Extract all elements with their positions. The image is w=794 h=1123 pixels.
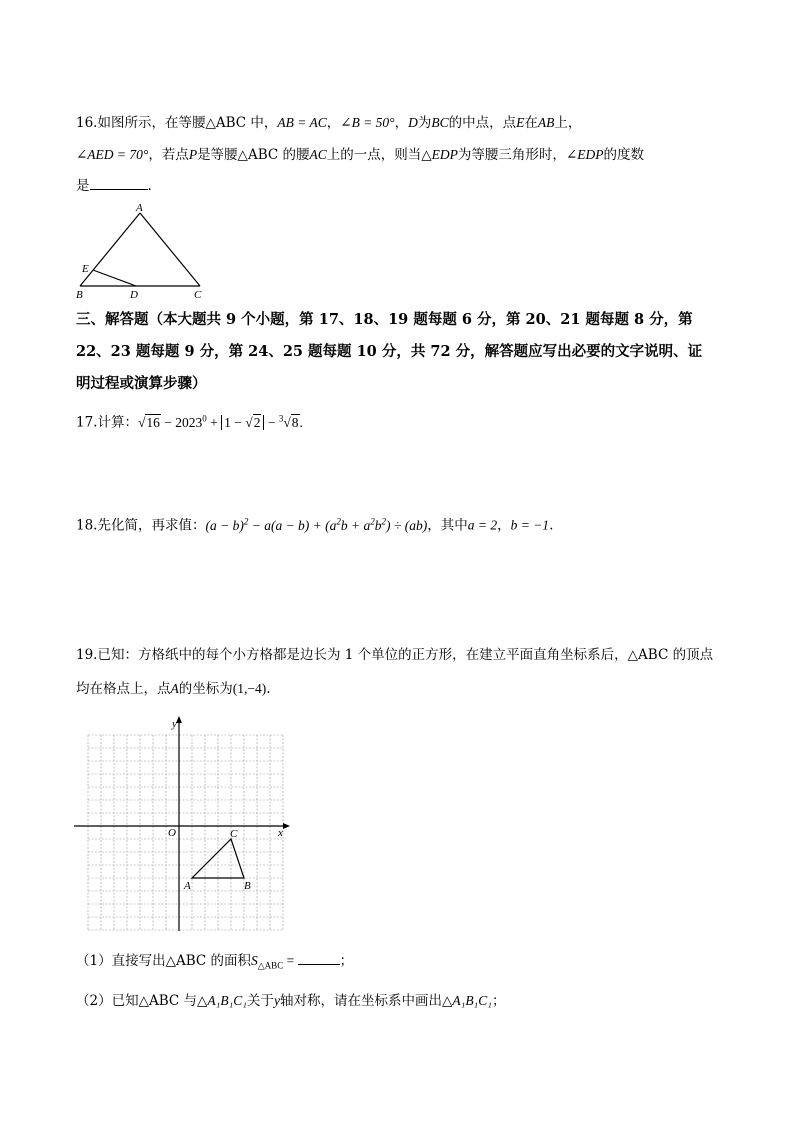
q16-answer-prefix: 是 bbox=[76, 178, 90, 194]
q16-line2-part-7: 为等腰三角形时， bbox=[457, 147, 566, 163]
q16-line1-part-10: 在 bbox=[524, 115, 538, 131]
q16-line2-part-6: EDP bbox=[431, 147, 458, 162]
q18-cond-a: a = 2 bbox=[467, 517, 498, 533]
label-c: C bbox=[194, 289, 202, 301]
side-ab bbox=[80, 213, 140, 286]
side-ac bbox=[140, 213, 200, 286]
q17-minus-year: − 2023 bbox=[160, 414, 203, 430]
q16-triangle-figure bbox=[70, 200, 210, 304]
q19-line2-prefix: 均在格点上，点 bbox=[76, 681, 171, 697]
q18-exp-d: 2 bbox=[381, 516, 387, 526]
q17-line bbox=[76, 408, 303, 433]
q19-sub1-prefix: （1）直接写出△ABC 的面积 bbox=[76, 953, 252, 969]
q17-sqrt16: 16 bbox=[146, 414, 160, 430]
q19-coord: (1,−4) bbox=[232, 681, 267, 696]
q17-zero-exp: 0 bbox=[202, 413, 207, 423]
q18-expression bbox=[205, 518, 427, 533]
segment-ed bbox=[93, 270, 136, 286]
q18-end: . bbox=[549, 517, 554, 534]
q18-cond-b: b = −1 bbox=[510, 517, 550, 533]
q16-line2-part-0: ∠AED = 70° bbox=[76, 147, 149, 162]
q16-line1-part-9: E bbox=[516, 115, 525, 130]
label-point-b: B bbox=[244, 880, 251, 892]
q18-expr3: b + a bbox=[340, 517, 371, 533]
q18-expr5: ) ÷ (ab) bbox=[386, 517, 428, 533]
q16-line1-part-4: ， bbox=[394, 115, 409, 131]
q16-answer-suffix: . bbox=[147, 178, 152, 194]
q16-line1-part-6: 为 bbox=[417, 115, 432, 131]
q16-line1-part-11: AB bbox=[537, 115, 555, 130]
q19-sub2 bbox=[76, 991, 505, 1011]
q19-sub1-answer-blank[interactable] bbox=[298, 964, 340, 965]
label-a: A bbox=[136, 202, 143, 214]
q16-line1-part-3: ∠B = 50° bbox=[340, 115, 395, 130]
q19-sub2-axis: y bbox=[273, 993, 280, 1008]
grid-lines bbox=[88, 735, 283, 930]
q16-line2-part-3: 是等腰△ABC 的腰 bbox=[197, 147, 310, 163]
q16-line2-part-9: 的度数 bbox=[603, 147, 644, 163]
q16-line1-part-1: AB = AC bbox=[277, 115, 327, 130]
q16-line1-part-7: BC bbox=[431, 115, 449, 130]
q19-sub2-end: ； bbox=[491, 993, 506, 1009]
q16-line1-part-2: ， bbox=[326, 115, 341, 131]
q17-cbrt-index: 3 bbox=[278, 413, 284, 423]
q16-line2-part-1: ，若点 bbox=[148, 147, 189, 163]
section3-line-2: 22、23 题每题 9 分，第 24、25 题每题 10 分，共 72 分，解答题应写出必要的文字说明、证 bbox=[76, 343, 703, 360]
q19-point-a: A bbox=[170, 681, 179, 696]
q19-sub2-mid: 关于 bbox=[246, 993, 274, 1009]
q18-expr2: − a(a − b) + (a bbox=[248, 517, 337, 533]
q17-sqrt2: 2 bbox=[253, 414, 261, 430]
q17-minus: − bbox=[264, 414, 279, 430]
q19-sub1-end: ； bbox=[339, 953, 354, 969]
q19-sub2-tri2: A₁B₁C₁ bbox=[452, 993, 492, 1008]
q18-sep: ， bbox=[497, 517, 511, 534]
q19-sub1-eq: = bbox=[283, 953, 298, 968]
q17-cbrt-arg: 8 bbox=[291, 414, 299, 430]
q16-line1-part-12: 上， bbox=[554, 115, 582, 131]
q16-line2-part-5: 上的一点，则当△ bbox=[326, 147, 432, 163]
q18-prefix: 18.先化简，再求值： bbox=[76, 517, 206, 534]
q16-answer-blank[interactable] bbox=[90, 189, 148, 190]
y-axis-arrow bbox=[176, 716, 182, 723]
q16-line2-part-4: AC bbox=[309, 147, 327, 162]
q19-sub2-mid2: 轴对称，请在坐标系中画出△ bbox=[279, 993, 453, 1009]
q19-sub1 bbox=[76, 951, 353, 976]
q16-line-1 bbox=[76, 113, 581, 133]
label-point-a: A bbox=[184, 880, 191, 892]
q16-line2-part-8: ∠EDP bbox=[565, 147, 604, 162]
q19-sub1-s: S bbox=[251, 953, 258, 968]
q18-line bbox=[76, 511, 553, 536]
q19-sub1-subscript: △ABC bbox=[257, 960, 284, 971]
q19-sub2-prefix: （2）已知△ABC 与△ bbox=[76, 993, 208, 1009]
q18-exp-a: 2 bbox=[243, 516, 249, 526]
q16-line-2 bbox=[76, 145, 644, 165]
q19-line2-end: . bbox=[266, 681, 271, 697]
q19-line-2 bbox=[76, 679, 271, 699]
q19-line-1: 19.已知：方格纸中的每个小方格都是边长为 1 个单位的正方形，在建立平面直角坐标系后，△ABC 的顶点 bbox=[76, 647, 714, 663]
q17-end: . bbox=[299, 414, 303, 430]
q18-mid: ，其中 bbox=[427, 517, 468, 534]
label-point-c: C bbox=[230, 828, 238, 840]
q16-line1-part-5: D bbox=[408, 115, 418, 130]
q16-line1-part-8: 的中点，点 bbox=[448, 115, 517, 131]
q16-line-3 bbox=[76, 176, 152, 196]
label-x-axis: x bbox=[278, 827, 283, 839]
q16-line1-part-0: 16.如图所示，在等腰△ABC 中， bbox=[76, 115, 278, 131]
x-axis-arrow bbox=[283, 823, 290, 829]
q17-abs-one: 1 − bbox=[224, 414, 246, 430]
label-origin: O bbox=[168, 827, 176, 839]
q17-prefix: 17.计算： bbox=[76, 414, 138, 431]
q17-expression: $√16 - 2023^0 + 1 - √2 - ^3√8$. bbox=[137, 413, 303, 430]
label-y-axis: y bbox=[172, 718, 177, 730]
label-d: D bbox=[130, 289, 138, 301]
q18-expr1: (a − b) bbox=[205, 517, 244, 533]
q18-expr4: b bbox=[374, 517, 382, 533]
q16-line2-part-2: P bbox=[188, 147, 198, 162]
section3-line-3: 明过程或演算步骤） bbox=[76, 375, 207, 392]
q18-exp-b: 2 bbox=[336, 516, 341, 526]
label-e: E bbox=[82, 263, 89, 275]
q17-plus: + bbox=[206, 414, 222, 430]
q19-line2-mid: 的坐标为 bbox=[178, 681, 233, 697]
section3-line-1: 三、解答题（本大题共 9 个小题，第 17、18、19 题每题 6 分，第 20、21 题每题 8 分，第 bbox=[76, 311, 693, 328]
q17-abs: 1 − √2 bbox=[221, 415, 264, 430]
q18-exp-c: 2 bbox=[370, 516, 375, 526]
label-b: B bbox=[76, 289, 83, 301]
q19-grid-figure bbox=[70, 715, 295, 935]
q19-sub2-tri1: A₁B₁C₁ bbox=[207, 993, 247, 1008]
